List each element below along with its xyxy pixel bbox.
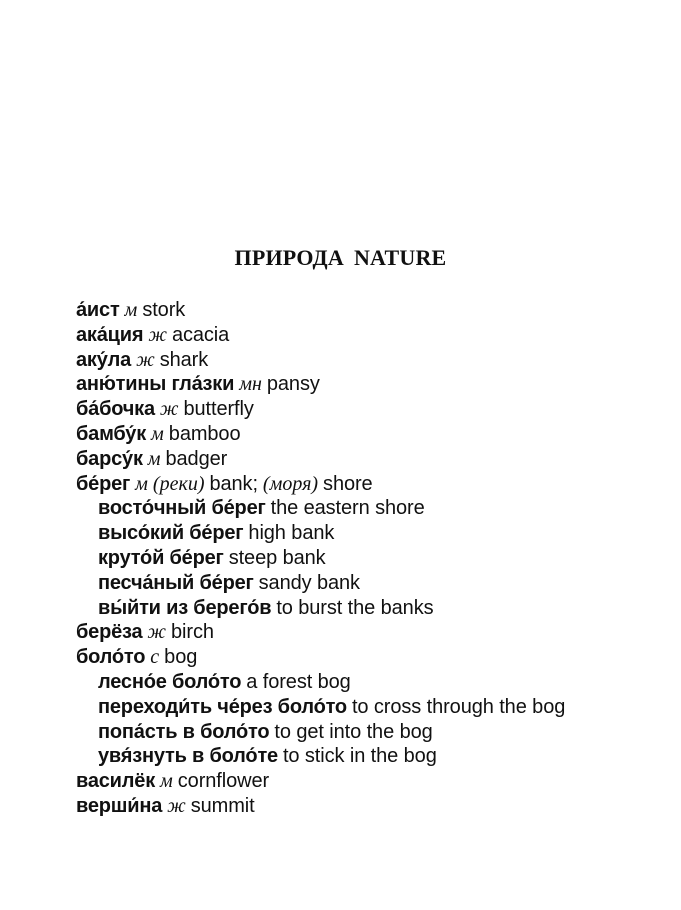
headword: берёза xyxy=(76,621,143,644)
headword: песча́ный бе́рег xyxy=(98,571,254,594)
translation: badger xyxy=(165,447,228,470)
translation: bank; xyxy=(209,472,258,495)
translation: cornflower xyxy=(177,770,270,793)
dictionary-entry xyxy=(76,769,656,794)
dictionary-entry xyxy=(76,472,656,497)
sub-entry xyxy=(76,720,656,745)
section-heading xyxy=(0,245,681,271)
grammar-label: ж xyxy=(148,323,167,346)
headword: ака́ция xyxy=(76,323,144,346)
sub-entry xyxy=(76,744,656,769)
translation: to cross through the bog xyxy=(351,695,566,718)
dictionary-entry xyxy=(76,447,656,472)
translation: stork xyxy=(142,299,186,321)
dictionary-entry xyxy=(76,372,656,397)
dictionary-entry-list xyxy=(76,298,656,819)
grammar-label: м xyxy=(147,447,161,470)
translation: summit xyxy=(190,794,255,817)
headword: вы́йти из берего́в xyxy=(98,596,272,619)
headword: лесно́е боло́то xyxy=(98,670,242,693)
headword: увя́знуть в боло́те xyxy=(98,745,278,768)
translation: to get into the bog xyxy=(274,720,433,743)
headword: бе́рег xyxy=(76,472,131,495)
sub-entry xyxy=(76,695,656,720)
translation: steep bank xyxy=(228,546,326,569)
dictionary-entry xyxy=(76,422,656,447)
grammar-label: мн xyxy=(239,373,262,396)
translation: bamboo xyxy=(168,422,241,445)
translation: to stick in the bog xyxy=(282,745,437,768)
headword: круто́й бе́рег xyxy=(98,546,224,569)
grammar-label: ж xyxy=(147,621,167,644)
headword: василёк xyxy=(76,770,156,793)
translation: shark xyxy=(159,348,209,371)
sub-entry xyxy=(76,670,656,695)
translation: acacia xyxy=(171,323,230,346)
headword: переходи́ть че́рез боло́то xyxy=(98,695,347,718)
dictionary-entry xyxy=(76,620,656,645)
translation: pansy xyxy=(266,373,320,396)
dictionary-entry xyxy=(76,348,656,373)
grammar-label: ж xyxy=(136,348,155,371)
headword: верши́на xyxy=(76,794,163,817)
translation: birch xyxy=(171,621,214,644)
headword: аку́ла xyxy=(76,348,132,371)
grammar-label: м xyxy=(160,770,173,793)
translation: a forest bog xyxy=(246,670,351,693)
translation: sandy bank xyxy=(258,571,360,594)
dictionary-entry xyxy=(76,323,656,348)
grammar-label: с xyxy=(150,646,160,669)
sub-entry xyxy=(76,596,656,621)
usage-note: (реки) xyxy=(152,472,205,495)
headword: барсу́к xyxy=(76,447,143,470)
translation: butterfly xyxy=(183,398,254,421)
grammar-label: м xyxy=(151,422,164,445)
dictionary-entry xyxy=(76,298,656,323)
heading-english: NATURE xyxy=(353,245,447,270)
sub-entry xyxy=(76,546,656,571)
headword: восто́чный бе́рег xyxy=(98,497,266,520)
headword: аню́тины гла́зки xyxy=(76,373,235,396)
headword: высо́кий бе́рег xyxy=(98,522,244,545)
dictionary-entry xyxy=(76,397,656,422)
dictionary-entry xyxy=(76,645,656,670)
headword: а́ист xyxy=(76,299,120,321)
headword: ба́бочка xyxy=(76,398,155,421)
grammar-label: ж xyxy=(167,794,186,817)
translation: bog xyxy=(164,646,198,669)
headword: бамбу́к xyxy=(76,422,147,445)
translation: shore xyxy=(323,472,373,495)
headword: боло́то xyxy=(76,646,146,669)
sub-entry xyxy=(76,521,656,546)
translation: high bank xyxy=(248,522,335,545)
translation: the eastern shore xyxy=(270,497,425,520)
grammar-label: м xyxy=(135,472,148,495)
grammar-label: м xyxy=(124,299,138,321)
sub-entry xyxy=(76,496,656,521)
dictionary-entry xyxy=(76,794,656,819)
translation: to burst the banks xyxy=(276,596,434,619)
grammar-label: ж xyxy=(159,398,179,421)
sub-entry xyxy=(76,571,656,596)
heading-russian: ПРИРОДА xyxy=(234,245,344,270)
usage-note: (моря) xyxy=(262,472,319,495)
headword: попа́сть в боло́то xyxy=(98,720,270,743)
